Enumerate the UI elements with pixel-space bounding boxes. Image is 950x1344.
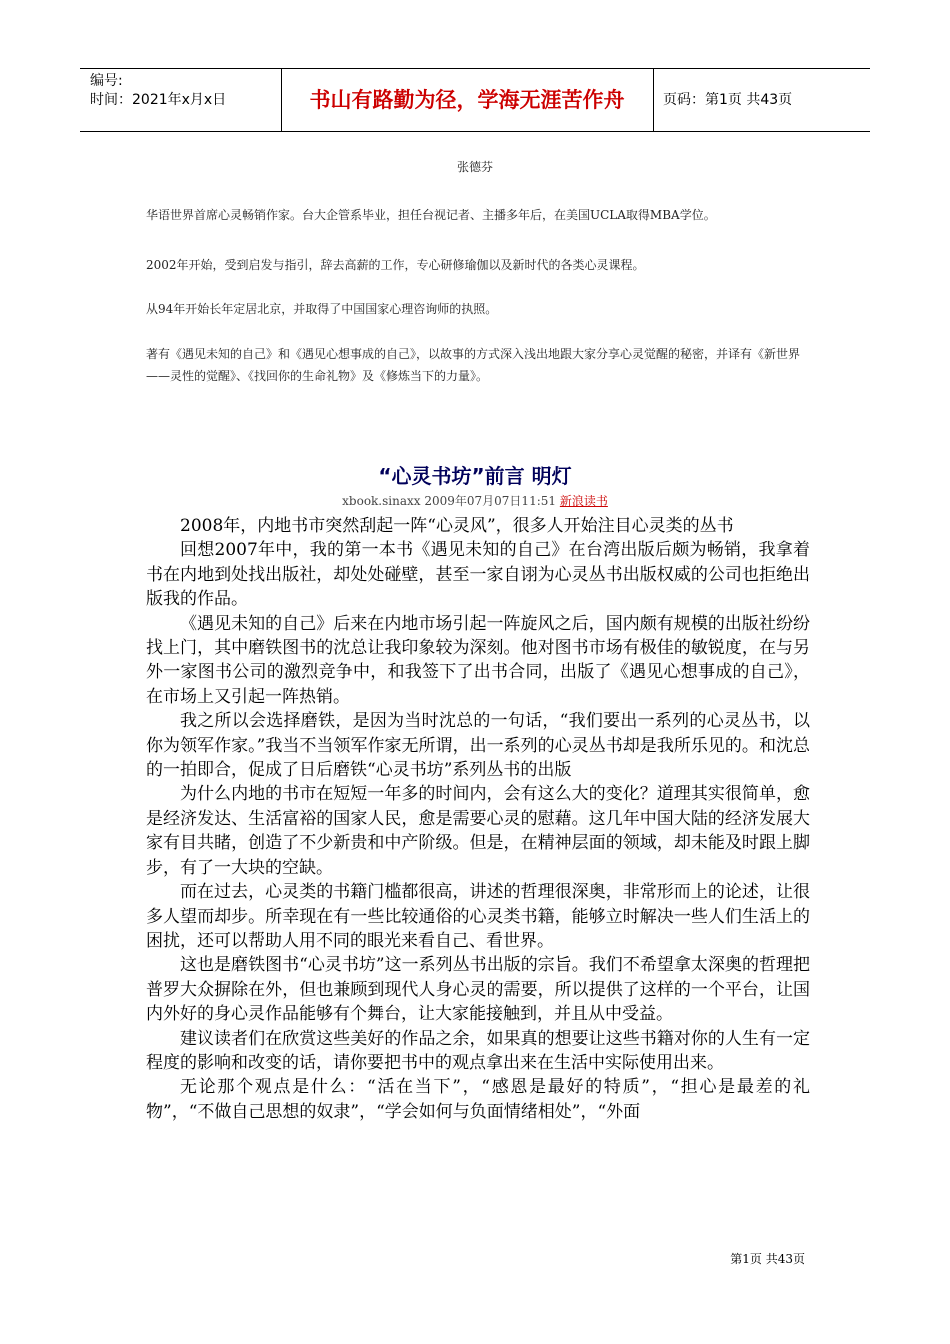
body-paragraph: 而在过去，心灵类的书籍门槛都很高，讲述的哲理很深奥，非常形而上的论述，让很多人望而却步。所幸现在有一些比较通俗的心灵类书籍，能够立时解决一些人们生活上的困扰，还可以帮助人用不同的眼光来看自己、看世界。 [146, 882, 810, 951]
byline-text: xbook.sinaxx 2009年07月07日11:51 [342, 494, 557, 508]
body-paragraph: 回想2007年中，我的第一本书《遇见未知的自己》在台湾出版后颇为畅销，我拿着书在内地到处找出版社，却处处碰壁，甚至一家自诩为心灵丛书出版权威的公司也拒绝出版我的作品。 [146, 540, 810, 610]
body-paragraph: 我之所以会选择磨铁，是因为当时沈总的一句话，“我们要出一系列的心灵丛书，以你为领军作家。”我当不当领军作家无所谓，出一系列的心灵丛书却是我所乐见的。和沈总的一拍即合，促成了日后磨铁“心灵书坊”系列丛书的出版 [146, 711, 810, 781]
header-motto: 书山有路勤为径，学海无涯苦作舟 [309, 88, 625, 112]
header-page-info: 页码：第1页 共43页 [663, 92, 793, 108]
page-header [80, 68, 870, 132]
article-byline [0, 492, 950, 509]
body-paragraph: 无论那个观点是什么：“活在当下”，“感恩是最好的特质”，“担心是最差的礼物”，“不做自己思想的奴隶”，“学会如何与负面情绪相处”，“外面 [146, 1077, 810, 1122]
code-label: 编号: [90, 73, 123, 89]
body-paragraph: 建议读者们在欣赏这些美好的作品之余，如果真的想要让这些书籍对你的人生有一定程度的影响和改变的话，请你要把书中的观点拿出来在生活中实际使用出来。 [146, 1028, 810, 1073]
bio-paragraph: 华语世界首席心灵畅销作家。台大企管系毕业，担任台视记者、主播多年后，在美国UCLA取得MBA学位。 [146, 208, 716, 222]
article-body [146, 514, 810, 1124]
header-divider [653, 69, 654, 131]
body-paragraph: 为什么内地的书市在短短一年多的时间内，会有这么大的变化？道理其实很简单，愈是经济发达、生活富裕的国家人民，愈是需要心灵的慰藉。这几年中国大陆的经济发展大家有目共睹，创造了不少新贵和中产阶级。但是，在精神层面的领域，却未能及时跟上脚步，有了一大块的空缺。 [146, 784, 810, 878]
page-footer: 第1页 共43页 [730, 1252, 805, 1266]
source-link[interactable]: 新浪读书 [559, 494, 608, 508]
header-meta [90, 72, 226, 110]
bio-paragraph: 从94年开始长年定居北京，并取得了中国国家心理咨询师的执照。 [146, 302, 498, 316]
article-title: “心灵书坊”前言 明灯 [378, 464, 572, 488]
bio-paragraph: 著有《遇见未知的自己》和《遇见心想事成的自己》，以故事的方式深入浅出地跟大家分享心灵觉醒的秘密，并译有《新世界——灵性的觉醒》、《找回你的生命礼物》及《修炼当下的力量》。 [146, 347, 801, 383]
bio-paragraph: 2002年开始，受到启发与指引，辞去高薪的工作，专心研修瑜伽以及新时代的各类心灵课程。 [146, 258, 645, 272]
date-line: 时间：2021年x月x日 [90, 92, 227, 108]
body-paragraph: 2008年，内地书市突然刮起一阵“心灵风”，很多人开始注目心灵类的丛书 [180, 516, 734, 536]
body-paragraph: 这也是磨铁图书“心灵书坊”这一系列丛书出版的宗旨。我们不希望拿太深奥的哲理把普罗大众摒除在外，但也兼顾到现代人身心灵的需要，所以提供了这样的一个平台，让国内外好的身心灵作品能够有个舞台，让大家能接触到，并且从中受益。 [146, 955, 810, 1025]
body-paragraph: 《遇见未知的自己》后来在内地市场引起一阵旋风之后，国内颇有规模的出版社纷纷找上门，其中磨铁图书的沈总让我印象较为深刻。他对图书市场有极佳的敏锐度，在与另外一家图书公司的激烈竞争中，和我签下了出书合同，出版了《遇见心想事成的自己》，在市场上又引起一阵热销。 [146, 613, 810, 707]
author-name: 张德芬 [456, 160, 493, 174]
